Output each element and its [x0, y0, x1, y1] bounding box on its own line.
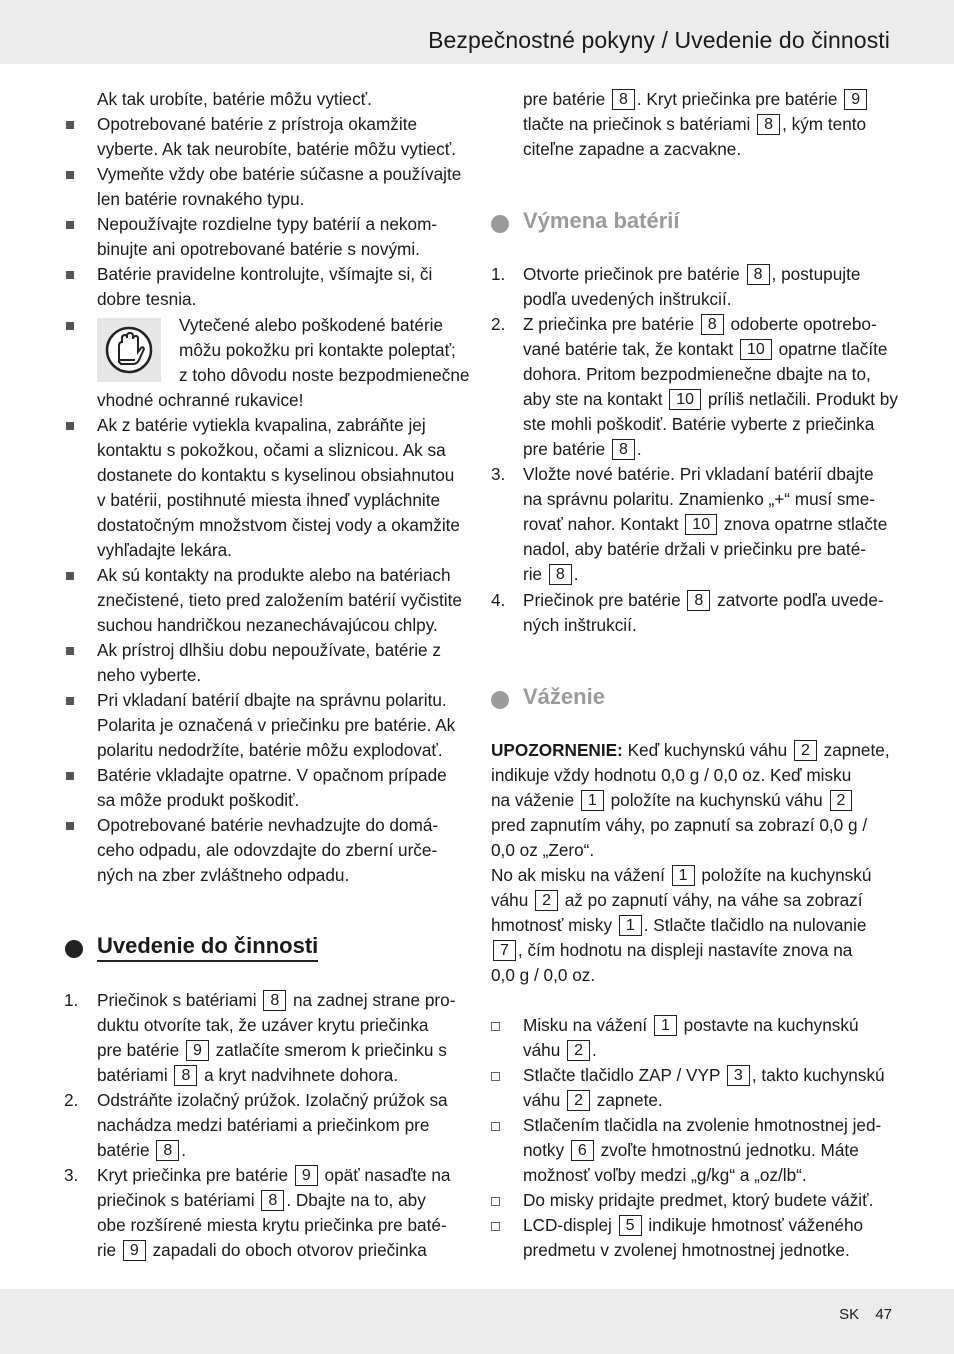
ref-box: 10 — [685, 514, 717, 535]
ref-box: 2 — [794, 740, 817, 761]
ref-box: 3 — [727, 1065, 750, 1086]
text-line — [491, 788, 854, 813]
text-fragment: položíte na kuchynskú — [701, 865, 872, 885]
text-fragment: váhu — [491, 890, 529, 910]
text-fragment: . Dbajte na to, aby — [286, 1190, 426, 1210]
ref-box: 8 — [156, 1140, 179, 1161]
text-fragment: rie — [97, 1240, 117, 1260]
checkbox-bullet-icon — [491, 1022, 500, 1031]
text-line — [491, 913, 866, 938]
step-number: 3. — [491, 464, 506, 484]
square-bullet-icon — [66, 121, 74, 129]
ref-box: 8 — [261, 1190, 284, 1211]
text-fragment: zvoľte hmotnostnú jednotku. Máte — [600, 1140, 859, 1160]
text-fragment: odoberte opotrebo- — [730, 314, 877, 334]
checkbox-bullet-icon — [491, 1072, 500, 1081]
text-fragment: batériami — [97, 1065, 168, 1085]
text-line: Ak sú kontakty na produkte alebo na batériach — [97, 565, 451, 585]
text-fragment: batérie — [97, 1140, 150, 1160]
ref-box: 7 — [493, 940, 516, 961]
text-line: dobre tesnia. — [97, 289, 197, 309]
step-number: 2. — [64, 1090, 79, 1110]
text-line: Vytečené alebo poškodené batérie — [179, 315, 444, 335]
text-line: Batérie pravidelne kontrolujte, všímajte si, či — [97, 264, 433, 284]
text-line: pred zapnutím váhy, po zapnutí sa zobrazí 0,0 g / — [491, 815, 868, 835]
text-line: v batérii, postihnuté miesta ihneď vypláchnite — [97, 490, 441, 510]
ref-box: 1 — [672, 865, 695, 886]
square-bullet-icon — [66, 772, 74, 780]
ref-box: 10 — [740, 339, 772, 360]
text-line — [491, 938, 852, 963]
section-title: Uvedenie do činnosti — [97, 933, 318, 962]
ref-box: 1 — [619, 915, 642, 936]
text-line: suchou handričkou nezanechávajúcou chlpy. — [97, 615, 438, 635]
text-line: ceho odpadu, ale odovzdajte do zberní urče- — [97, 840, 438, 860]
text-line: Ak z batérie vytiekla kvapalina, zabráňte jej — [97, 415, 426, 435]
text-fragment: , kým tento — [782, 114, 867, 134]
text-line: vhodné ochranné rukavice! — [97, 390, 304, 410]
checkbox-bullet-icon — [491, 1197, 500, 1206]
text-line: vyhľadajte lekára. — [97, 540, 232, 560]
square-bullet-icon — [66, 271, 74, 279]
text-line: polaritu nedodržíte, batérie môžu explodovať. — [97, 740, 443, 760]
ref-box: 8 — [612, 439, 635, 460]
square-bullet-icon — [66, 322, 74, 330]
text-fragment: Otvorte priečinok pre batérie — [523, 264, 740, 284]
square-bullet-icon — [66, 221, 74, 229]
ref-box: 9 — [295, 1165, 318, 1186]
text-fragment: hmotnosť misky — [491, 915, 613, 935]
section-heading-startup — [97, 933, 318, 959]
text-line: Batérie vkladajte opatrne. V opačnom prípade — [97, 765, 447, 785]
ref-box: 9 — [186, 1040, 209, 1061]
text-line — [97, 1038, 447, 1063]
text-line: dostatočným množstvom čistej vody a okamžite — [97, 515, 460, 535]
text-fragment: Misku na vážení — [523, 1015, 648, 1035]
text-fragment: Z priečinka pre batérie — [523, 314, 695, 334]
text-line — [523, 337, 888, 362]
ref-box: 2 — [830, 790, 853, 811]
text-line — [523, 1038, 597, 1063]
text-fragment: zapadali do oboch otvorov priečinka — [152, 1240, 427, 1260]
ref-box: 9 — [123, 1240, 146, 1261]
text-line: Opotrebované batérie z prístroja okamžite — [97, 114, 418, 134]
text-line — [523, 262, 860, 287]
step-number: 1. — [64, 990, 79, 1010]
text-line: Stlačením tlačidla na zvolenie hmotnostnej jed- — [523, 1115, 882, 1135]
section-title: Váženie — [523, 684, 605, 709]
section-bullet-icon — [65, 940, 83, 958]
ref-box: 8 — [687, 590, 710, 611]
section-heading-replace — [523, 208, 680, 234]
text-fragment: zapnete, — [823, 740, 890, 760]
text-fragment: rovať nahor. Kontakt — [523, 514, 679, 534]
text-fragment: na váženie — [491, 790, 575, 810]
text-fragment: opäť nasaďte na — [324, 1165, 451, 1185]
text-fragment: rie — [523, 564, 543, 584]
text-line — [523, 1063, 885, 1088]
text-fragment: pre batérie — [523, 89, 606, 109]
text-fragment: , postupujte — [771, 264, 861, 284]
ref-box: 8 — [612, 89, 635, 110]
text-fragment: indikuje hmotnosť váženého — [648, 1215, 864, 1235]
text-line: binujte ani opotrebované batérie s novými. — [97, 239, 420, 259]
text-line: znečistené, tieto pred založením batérií vyčistite — [97, 590, 462, 610]
page-footer — [827, 1306, 892, 1323]
text-fragment: Priečinok pre batérie — [523, 590, 681, 610]
text-line — [491, 863, 871, 888]
text-line: môžu pokožku pri kontakte poleptať; — [179, 340, 456, 360]
ref-box: 2 — [535, 890, 558, 911]
ref-box: 8 — [701, 314, 724, 335]
ref-box: 2 — [567, 1090, 590, 1111]
text-line: vyberte. Ak tak neurobíte, batérie môžu vytiecť. — [97, 139, 456, 159]
text-line: Polarita je označená v priečinku pre batérie. Ak — [97, 715, 456, 735]
text-line — [523, 562, 579, 587]
text-line: indikuje vždy hodnotu 0,0 g / 0,0 oz. Keď misku — [491, 765, 852, 785]
text-fragment: vané batérie tak, že kontakt — [523, 339, 734, 359]
text-line: kontaktu s pokožkou, očami a sliznicou. Ak sa — [97, 440, 446, 460]
text-line — [523, 312, 877, 337]
text-fragment: postavte na kuchynskú — [683, 1015, 859, 1035]
square-bullet-icon — [66, 422, 74, 430]
ref-box: 1 — [581, 790, 604, 811]
square-bullet-icon — [66, 822, 74, 830]
text-fragment: Kryt priečinka pre batérie — [97, 1165, 289, 1185]
text-fragment: zatvorte podľa uvede- — [717, 590, 884, 610]
page-number: 47 — [875, 1306, 892, 1323]
text-line: obe rozšírené miesta krytu priečinka pre baté- — [97, 1215, 447, 1235]
ref-box: 2 — [567, 1040, 590, 1061]
text-fragment: Stlačte tlačidlo ZAP / VYP — [523, 1065, 721, 1085]
text-line — [523, 87, 869, 112]
text-line: sa môže produkt poškodiť. — [97, 790, 300, 810]
text-fragment: príliš netlačili. Produkt by — [707, 389, 898, 409]
text-line — [97, 988, 455, 1013]
step-number: 1. — [491, 264, 506, 284]
ref-box: 5 — [619, 1215, 642, 1236]
text-line — [491, 738, 890, 763]
text-fragment: pre batérie — [97, 1040, 180, 1060]
text-fragment: No ak misku na vážení — [491, 865, 665, 885]
text-fragment: zatlačíte smerom k priečinku s — [215, 1040, 447, 1060]
text-line — [523, 512, 887, 537]
footer-band — [0, 1289, 954, 1354]
text-fragment: notky — [523, 1140, 565, 1160]
text-line: Vložte nové batérie. Pri vkladaní batérií dbajte — [523, 464, 874, 484]
step-number: 4. — [491, 590, 506, 610]
ref-box: 9 — [844, 89, 867, 110]
ref-box: 10 — [669, 389, 701, 410]
checkbox-bullet-icon — [491, 1222, 500, 1231]
text-line: citeľne zapadne a zacvakne. — [523, 139, 742, 159]
text-fragment: váhu — [523, 1090, 561, 1110]
text-line: ných na zber zvláštneho odpadu. — [97, 865, 350, 885]
section-bullet-icon — [491, 215, 509, 233]
text-line: z toho dôvodu noste bezpodmienečne — [179, 365, 470, 385]
ref-box: 8 — [757, 114, 780, 135]
text-line — [523, 1088, 663, 1113]
text-fragment: opatrne tlačíte — [778, 339, 888, 359]
text-fragment: . Kryt priečinka pre batérie — [636, 89, 838, 109]
ref-box: 8 — [263, 990, 286, 1011]
text-fragment: Keď kuchynskú váhu — [627, 740, 788, 760]
text-fragment: položíte na kuchynskú váhu — [610, 790, 823, 810]
text-line: len batérie rovnakého typu. — [97, 189, 305, 209]
ref-box: 8 — [549, 564, 572, 585]
language-code: SK — [839, 1306, 860, 1323]
text-line: 0,0 oz „Zero“. — [491, 840, 595, 860]
text-fragment: . — [591, 1040, 597, 1060]
text-line: 0,0 g / 0,0 oz. — [491, 965, 596, 985]
text-line — [523, 387, 898, 412]
text-fragment: na zadnej strane pro- — [293, 990, 456, 1010]
text-line — [523, 1013, 859, 1038]
text-line — [97, 1138, 186, 1163]
text-line: nadol, aby batérie držali v priečinku pre baté- — [523, 539, 866, 559]
section-bullet-icon — [491, 691, 509, 709]
text-line: Ak tak urobíte, batérie môžu vytiecť. — [97, 89, 372, 109]
text-line: neho vyberte. — [97, 665, 202, 685]
ref-box: 8 — [747, 264, 770, 285]
text-fragment: UPOZORNENIE: — [491, 740, 623, 760]
square-bullet-icon — [66, 697, 74, 705]
text-line — [97, 1063, 398, 1088]
text-fragment: . — [636, 439, 642, 459]
text-fragment: aby ste na kontakt — [523, 389, 663, 409]
ref-box: 8 — [174, 1065, 197, 1086]
text-fragment: pre batérie — [523, 439, 606, 459]
text-fragment: tlačte na priečinok s batériami — [523, 114, 751, 134]
text-line: dostanete do kontaktu s kyselinou obsiahnutou — [97, 465, 455, 485]
text-line: Odstráňte izolačný prúžok. Izolačný prúžok sa — [97, 1090, 448, 1110]
text-fragment: . — [573, 564, 579, 584]
text-fragment: . — [181, 1140, 187, 1160]
text-line — [523, 588, 884, 613]
text-fragment: zapnete. — [596, 1090, 663, 1110]
text-line: Vymeňte vždy obe batérie súčasne a používajte — [97, 164, 462, 184]
text-fragment: priečinok s batériami — [97, 1190, 255, 1210]
checkbox-bullet-icon — [491, 1122, 500, 1131]
text-line: Nepoužívajte rozdielne typy batérií a nekom- — [97, 214, 438, 234]
page-title: Bezpečnostné pokyny / Uvedenie do činnosti — [428, 27, 890, 53]
text-fragment: Priečinok s batériami — [97, 990, 257, 1010]
text-fragment: , takto kuchynskú — [751, 1065, 885, 1085]
text-line — [523, 437, 642, 462]
section-title: Výmena batérií — [523, 208, 680, 233]
ref-box: 1 — [654, 1015, 677, 1036]
text-line: ste mohli poškodiť. Batérie vyberte z priečinka — [523, 414, 875, 434]
square-bullet-icon — [66, 572, 74, 580]
section-heading-weighing — [523, 684, 605, 710]
step-number: 3. — [64, 1165, 79, 1185]
ref-box: 6 — [571, 1140, 594, 1161]
text-line: možnosť voľby medzi „g/kg“ a „oz/lb“. — [523, 1165, 807, 1185]
text-line — [523, 1213, 863, 1238]
text-line: podľa uvedených inštrukcií. — [523, 289, 732, 309]
text-line: duktu otvoríte tak, že uzáver krytu priečinka — [97, 1015, 429, 1035]
text-fragment: znova opatrne stlačte — [723, 514, 888, 534]
text-line: Ak prístroj dlhšiu dobu nepoužívate, batérie z — [97, 640, 441, 660]
text-line — [523, 1138, 859, 1163]
text-line — [523, 112, 866, 137]
text-line — [97, 1188, 426, 1213]
text-line — [491, 888, 863, 913]
text-line: Do misky pridajte predmet, ktorý budete vážiť. — [523, 1190, 874, 1210]
text-line: Pri vkladaní batérií dbajte na správnu polaritu. — [97, 690, 447, 710]
square-bullet-icon — [66, 647, 74, 655]
square-bullet-icon — [66, 171, 74, 179]
protective-gloves-icon — [97, 318, 161, 382]
text-fragment: LCD-displej — [523, 1215, 612, 1235]
text-fragment: váhu — [523, 1040, 561, 1060]
text-fragment: a kryt nadvihnete dohora. — [204, 1065, 399, 1085]
text-line — [97, 1238, 427, 1263]
text-line: Opotrebované batérie nevhadzujte do domá- — [97, 815, 439, 835]
text-line: ných inštrukcií. — [523, 615, 637, 635]
text-line: dohora. Pritom bezpodmienečne dbajte na to, — [523, 364, 871, 384]
text-fragment: . Stlačte tlačidlo na nulovanie — [643, 915, 867, 935]
text-line: nachádza medzi batériami a priečinkom pre — [97, 1115, 430, 1135]
text-line: na správnu polaritu. Znamienko „+“ musí sme- — [523, 489, 876, 509]
text-fragment: , čím hodnotu na displeji nastavíte znova na — [517, 940, 853, 960]
text-line — [97, 1163, 451, 1188]
text-line: predmetu v zvolenej hmotnostnej jednotke. — [523, 1240, 850, 1260]
step-number: 2. — [491, 314, 506, 334]
text-fragment: až po zapnutí váhy, na váhe sa zobrazí — [564, 890, 863, 910]
